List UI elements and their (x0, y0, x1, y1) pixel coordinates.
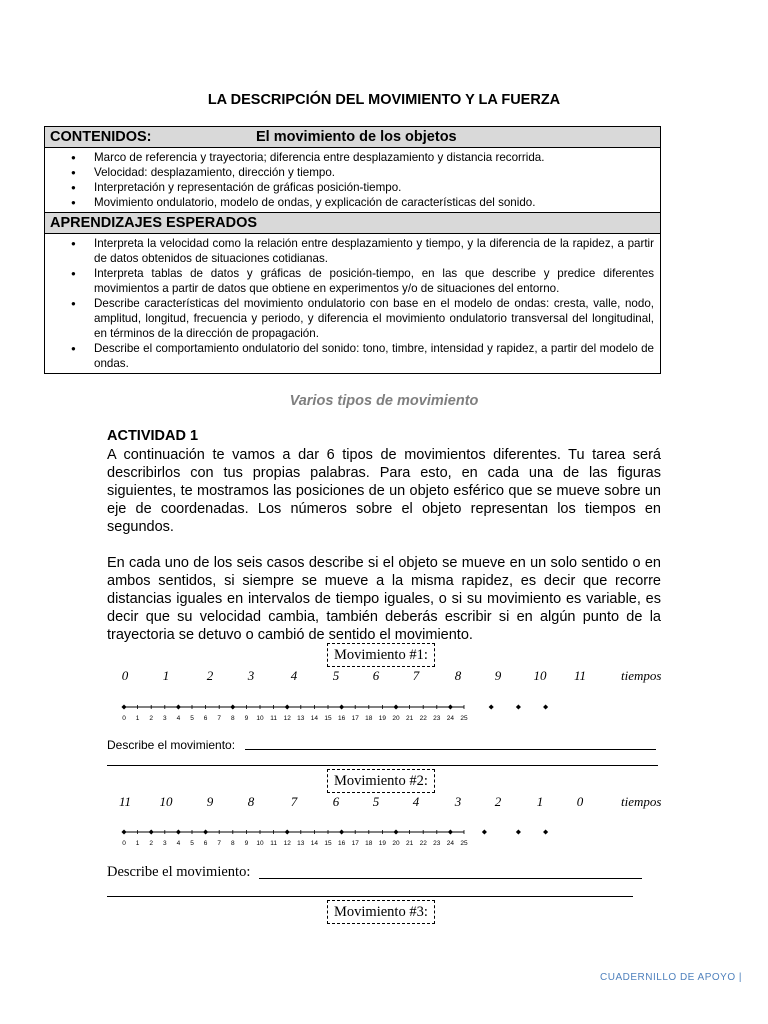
list-item: ● Velocidad: desplazamiento, dirección y tiempo. (45, 165, 654, 180)
axis-tick-label: 16 (337, 715, 346, 722)
movement-1-label: Movimiento #1: (327, 643, 435, 667)
contenidos-label: CONTENIDOS: (50, 129, 152, 145)
position-dot (176, 704, 181, 709)
activity-title: ACTIVIDAD 1 (107, 428, 199, 444)
time-label: 9 (494, 668, 502, 683)
position-dot (448, 704, 453, 709)
position-dot (393, 829, 398, 834)
axis-tick-label: 9 (244, 840, 249, 847)
time-label: 7 (290, 794, 298, 809)
contenidos-list (45, 148, 660, 212)
axis-tick-label: 16 (337, 840, 346, 847)
axis-tick-label: 20 (392, 715, 400, 722)
answer-line[interactable] (107, 896, 633, 897)
position-dot (448, 829, 453, 834)
axis-tick-label: 6 (203, 840, 208, 847)
time-label: 11 (573, 668, 587, 683)
axis-tick-label: 7 (217, 840, 222, 847)
aprendizajes-list (45, 234, 660, 373)
axis-tick-label: 19 (378, 840, 387, 847)
time-label: 6 (372, 668, 380, 683)
axis-tick-label: 12 (283, 840, 291, 847)
axis-tick-label: 22 (419, 715, 427, 722)
axis-tick-label: 13 (297, 715, 305, 722)
position-dot (230, 704, 235, 709)
axis-tick-label: 21 (405, 840, 414, 847)
axis-tick-label: 25 (460, 840, 468, 847)
list-item: ● Interpreta tablas de datos y gráficas de posición-tiempo, en las que describe y predice diferentes movimientos a partir de datos que obtiene en experimentos y/o de situaciones del entorno. (45, 266, 654, 296)
times-label: tiempos (621, 794, 662, 809)
axis-tick-label: 4 (176, 715, 181, 722)
axis-tick-label: 21 (405, 715, 414, 722)
activity-paragraph-1: A continuación te vamos a dar 6 tipos de movimientos diferentes. Tu tarea será describirlos con tus propias palabras. Para esto, en cada una de las figuras siguientes, te mostramos las posiciones de un objeto esférico que se mueve sobre un eje de coordenadas. Los números sobre el objeto representan los tiempos en segundos. (107, 447, 661, 535)
axis-tick-label: 0 (122, 840, 126, 847)
axis-tick-label: 11 (270, 715, 277, 722)
axis-tick-label: 3 (162, 715, 167, 722)
time-label: 1 (536, 794, 544, 809)
time-label: 5 (332, 668, 340, 683)
list-item: ● Marco de referencia y trayectoria; diferencia entre desplazamiento y distancia recorrida. (45, 150, 654, 165)
page-title: LA DESCRIPCIÓN DEL MOVIMIENTO Y LA FUERZA (207, 92, 561, 108)
time-label: 6 (332, 794, 340, 809)
movement-3-label: Movimiento #3: (327, 900, 435, 924)
time-label: 3 (454, 794, 462, 809)
activity-paragraph-2: En cada uno de los seis casos describe si el objeto se mueve en un solo sentido o en ambos sentidos, si siempre se mueve a la misma rapidez, es decir que recorre distancias iguales en intervalos de tiempo iguales, o si su movimiento es variable, es decir que su velocidad cambia, también deberás escribir si en algún punto de la trayectoria se detuvo o cambió de sentido el movimiento. (107, 555, 661, 643)
list-item: ● Interpretación y representación de gráficas posición-tiempo. (45, 180, 654, 195)
axis-tick-label: 23 (433, 840, 441, 847)
answer-line[interactable] (245, 749, 656, 750)
time-label: 8 (454, 668, 462, 683)
list-item: ● Movimiento ondulatorio, modelo de ondas, y explicación de características del sonido. (45, 195, 654, 210)
position-dot (543, 704, 548, 709)
axis-tick-label: 9 (244, 715, 249, 722)
time-label: 10 (159, 794, 173, 809)
position-dot (516, 704, 521, 709)
aprendizajes-header (45, 212, 660, 234)
axis-svg (118, 700, 558, 730)
answer-line[interactable] (259, 878, 642, 879)
axis-tick-label: 22 (419, 840, 427, 847)
axis-tick-label: 1 (135, 715, 140, 722)
axis-tick-label: 15 (324, 715, 332, 722)
answer-line[interactable] (107, 765, 658, 766)
axis-tick-label: 14 (310, 840, 319, 847)
list-item: ● Describe el comportamiento ondulatorio del sonido: tono, timbre, intensidad y rapidez, a partir del modelo de ondas. (45, 341, 654, 371)
movement-1-axis (118, 700, 558, 730)
time-label: 4 (290, 668, 298, 683)
time-label: 1 (162, 668, 170, 683)
axis-tick-label: 25 (460, 715, 468, 722)
time-label: 5 (372, 794, 380, 809)
axis-tick-label: 17 (351, 840, 359, 847)
time-label: 2 (494, 794, 502, 809)
position-dot (285, 704, 290, 709)
axis-tick-label: 5 (190, 840, 194, 847)
position-dot (149, 829, 154, 834)
position-dot (176, 829, 181, 834)
axis-tick-label: 19 (378, 715, 387, 722)
list-item: ● Describe características del movimiento ondulatorio con base en el modelo de ondas: cresta, valle, nodo, amplitud, longitud, frecuencia y periodo, y diferencia el movimiento ondulatorio transversal del longitudinal, en términos de la dirección de propagación. (45, 296, 654, 341)
movement-2-times (0, 794, 768, 810)
time-label: 3 (247, 668, 255, 683)
axis-tick-label: 7 (217, 715, 222, 722)
axis-tick-label: 1 (135, 840, 140, 847)
position-dot (543, 829, 548, 834)
time-label: 2 (206, 668, 214, 683)
position-dot (121, 704, 126, 709)
axis-tick-label: 8 (230, 715, 235, 722)
movement-2-label: Movimiento #2: (327, 769, 435, 793)
time-label: 8 (247, 794, 255, 809)
axis-tick-label: 18 (365, 840, 373, 847)
axis-tick-label: 2 (149, 840, 154, 847)
axis-tick-label: 10 (256, 715, 264, 722)
position-dot (489, 704, 494, 709)
time-label: 0 (576, 794, 584, 809)
axis-tick-label: 5 (190, 715, 194, 722)
time-label: 10 (533, 668, 547, 683)
movement-2-describe-label: Describe el movimiento: (107, 864, 251, 880)
axis-tick-label: 13 (297, 840, 305, 847)
position-dot (285, 829, 290, 834)
position-dot (482, 829, 487, 834)
axis-tick-label: 11 (270, 840, 277, 847)
axis-tick-label: 12 (283, 715, 291, 722)
position-dot (393, 704, 398, 709)
axis-tick-label: 15 (324, 840, 332, 847)
aprendizajes-label: APRENDIZAJES ESPERADOS (50, 215, 258, 231)
footer-text: CUADERNILLO DE APOYO | (600, 972, 742, 983)
time-label: 4 (412, 794, 420, 809)
contenidos-box (44, 126, 661, 374)
axis-tick-label: 6 (203, 715, 208, 722)
axis-svg (118, 825, 558, 855)
movement-1-times (0, 668, 768, 684)
axis-tick-label: 8 (230, 840, 235, 847)
axis-tick-label: 23 (433, 715, 441, 722)
axis-tick-label: 24 (446, 840, 455, 847)
position-dot (121, 829, 126, 834)
axis-tick-label: 20 (392, 840, 400, 847)
contenidos-subtitle: El movimiento de los objetos (256, 129, 457, 145)
time-label: 11 (118, 794, 132, 809)
movement-1-describe-label: Describe el movimiento: (107, 738, 236, 752)
axis-tick-label: 2 (149, 715, 154, 722)
contenidos-header (45, 127, 660, 148)
time-label: 9 (206, 794, 214, 809)
axis-tick-label: 17 (351, 715, 359, 722)
position-dot (339, 829, 344, 834)
position-dot (203, 829, 208, 834)
position-dot (516, 829, 521, 834)
section-subtitle: Varios tipos de movimiento (289, 393, 479, 409)
axis-tick-label: 4 (176, 840, 181, 847)
axis-tick-label: 24 (446, 715, 455, 722)
axis-tick-label: 10 (256, 840, 264, 847)
axis-tick-label: 18 (365, 715, 373, 722)
times-label: tiempos (621, 668, 662, 683)
movement-2-axis (118, 825, 558, 855)
axis-tick-label: 3 (162, 840, 167, 847)
axis-tick-label: 0 (122, 715, 126, 722)
position-dot (339, 704, 344, 709)
axis-tick-label: 14 (310, 715, 319, 722)
time-label: 7 (412, 668, 420, 683)
time-label: 0 (121, 668, 129, 683)
list-item: ● Interpreta la velocidad como la relación entre desplazamiento y tiempo, y la diferencia de la rapidez, a partir de datos obtenidos de situaciones cotidianas. (45, 236, 654, 266)
